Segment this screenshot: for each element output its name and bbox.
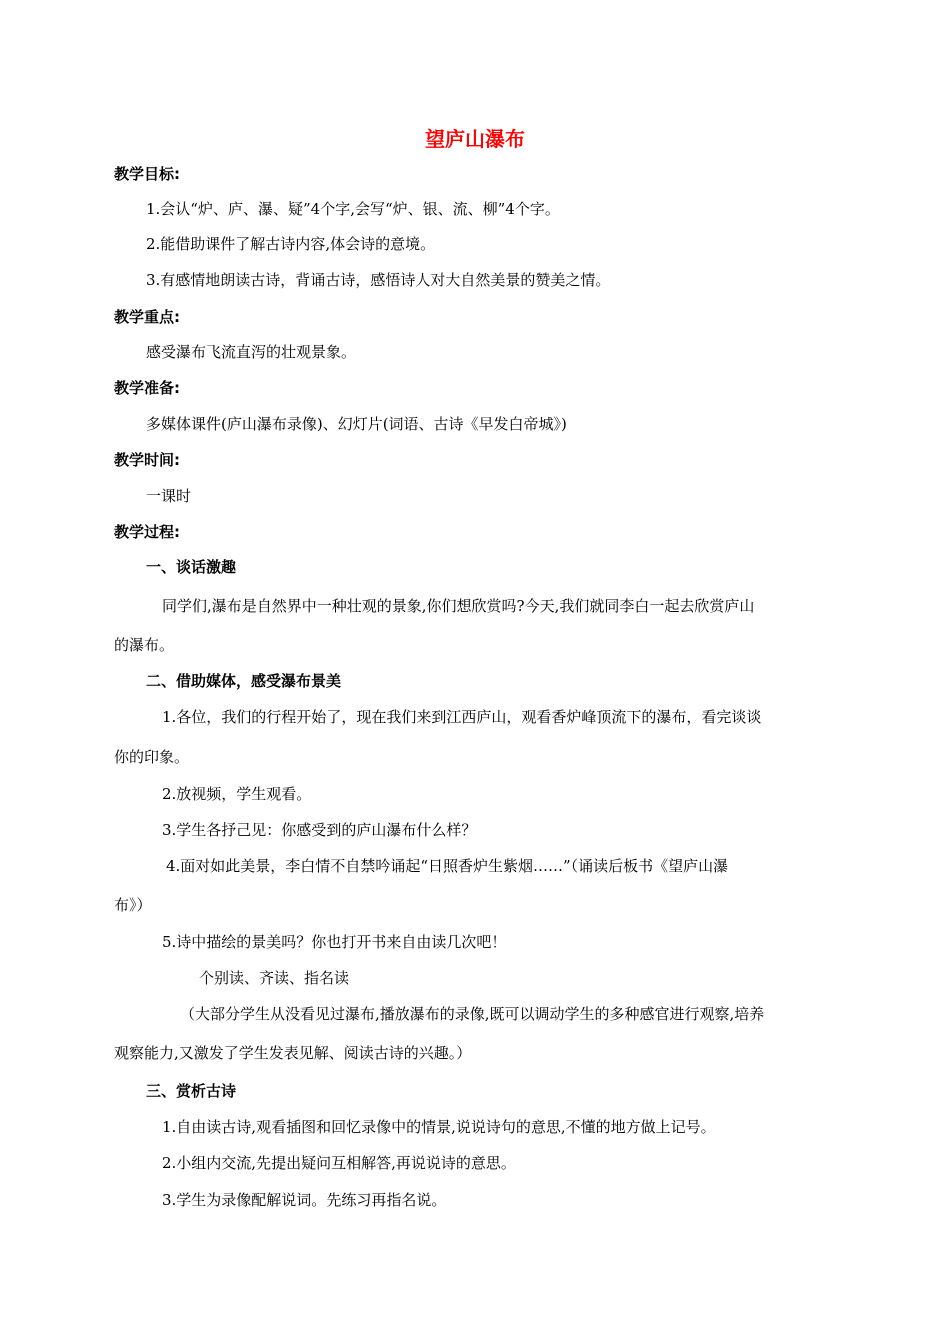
key-points-text: 感受瀑布飞流直泻的壮观景象。 bbox=[146, 343, 357, 361]
part3-item3: 3.学生为录像配解说词。先练习再指名说。 bbox=[162, 1191, 447, 1209]
part2-heading: 二、借助媒体，感受瀑布景美 bbox=[146, 672, 342, 690]
goal-item-3: 3.有感情地朗读古诗，背诵古诗，感悟诗人对大自然美景的赞美之情。 bbox=[146, 271, 611, 289]
goal-item-2: 2.能借助课件了解古诗内容,体会诗的意境。 bbox=[146, 235, 436, 253]
process-heading: 教学过程: bbox=[114, 523, 180, 541]
part2-item1-line2: 你的印象。 bbox=[114, 748, 190, 766]
part3-heading: 三、赏析古诗 bbox=[146, 1082, 237, 1100]
part2-item4-line1: 4.面对如此美景，李白情不自禁吟诵起“日照香炉生紫烟……”（诵读后板书《望庐山瀑 bbox=[166, 857, 729, 875]
part2-item5: 5.诗中描绘的景美吗？你也打开书来自由读几次吧！ bbox=[162, 933, 507, 951]
preparation-heading: 教学准备: bbox=[114, 379, 180, 397]
document-title: 望庐山瀑布 bbox=[425, 127, 525, 151]
time-text: 一课时 bbox=[146, 487, 192, 505]
part2-item5-sub: 个别读、齐读、指名读 bbox=[199, 969, 350, 987]
part2-note-line2: 观察能力,又激发了学生发表见解、阅读古诗的兴趣。） bbox=[114, 1044, 472, 1062]
preparation-text: 多媒体课件(庐山瀑布录像)、幻灯片(词语、古诗《早发白帝城》) bbox=[146, 415, 567, 433]
part1-paragraph-line2: 的瀑布。 bbox=[114, 636, 175, 654]
part2-note-line1: （大部分学生从没看见过瀑布,播放瀑布的录像,既可以调动学生的多种感官进行观察,培养 bbox=[180, 1005, 765, 1023]
goal-item-1: 1.会认“炉、庐、瀑、疑”4个字,会写“炉、银、流、柳”4个字。 bbox=[146, 200, 560, 218]
part2-item2: 2.放视频，学生观看。 bbox=[162, 785, 312, 803]
goals-heading: 教学目标: bbox=[114, 165, 180, 183]
key-points-heading: 教学重点: bbox=[114, 308, 180, 326]
part3-item1: 1.自由读古诗,观看插图和回忆录像中的情景,说说诗句的意思,不懂的地方做上记号。 bbox=[162, 1118, 716, 1136]
part2-item1-line1: 1.各位，我们的行程开始了，现在我们来到江西庐山，观看香炉峰顶流下的瀑布，看完谈谈 bbox=[162, 708, 762, 726]
part2-item3: 3.学生各抒己见：你感受到的庐山瀑布什么样？ bbox=[162, 821, 477, 839]
part3-item2: 2.小组内交流,先提出疑问互相解答,再说说诗的意思。 bbox=[162, 1154, 516, 1172]
part2-item4-line2: 布》） bbox=[114, 896, 152, 914]
time-heading: 教学时间: bbox=[114, 451, 180, 469]
part1-heading: 一、谈话激趣 bbox=[146, 558, 237, 576]
part1-paragraph-line1: 同学们,瀑布是自然界中一种壮观的景象,你们想欣赏吗?今天,我们就同李白一起去欣赏庐山 bbox=[162, 597, 755, 615]
